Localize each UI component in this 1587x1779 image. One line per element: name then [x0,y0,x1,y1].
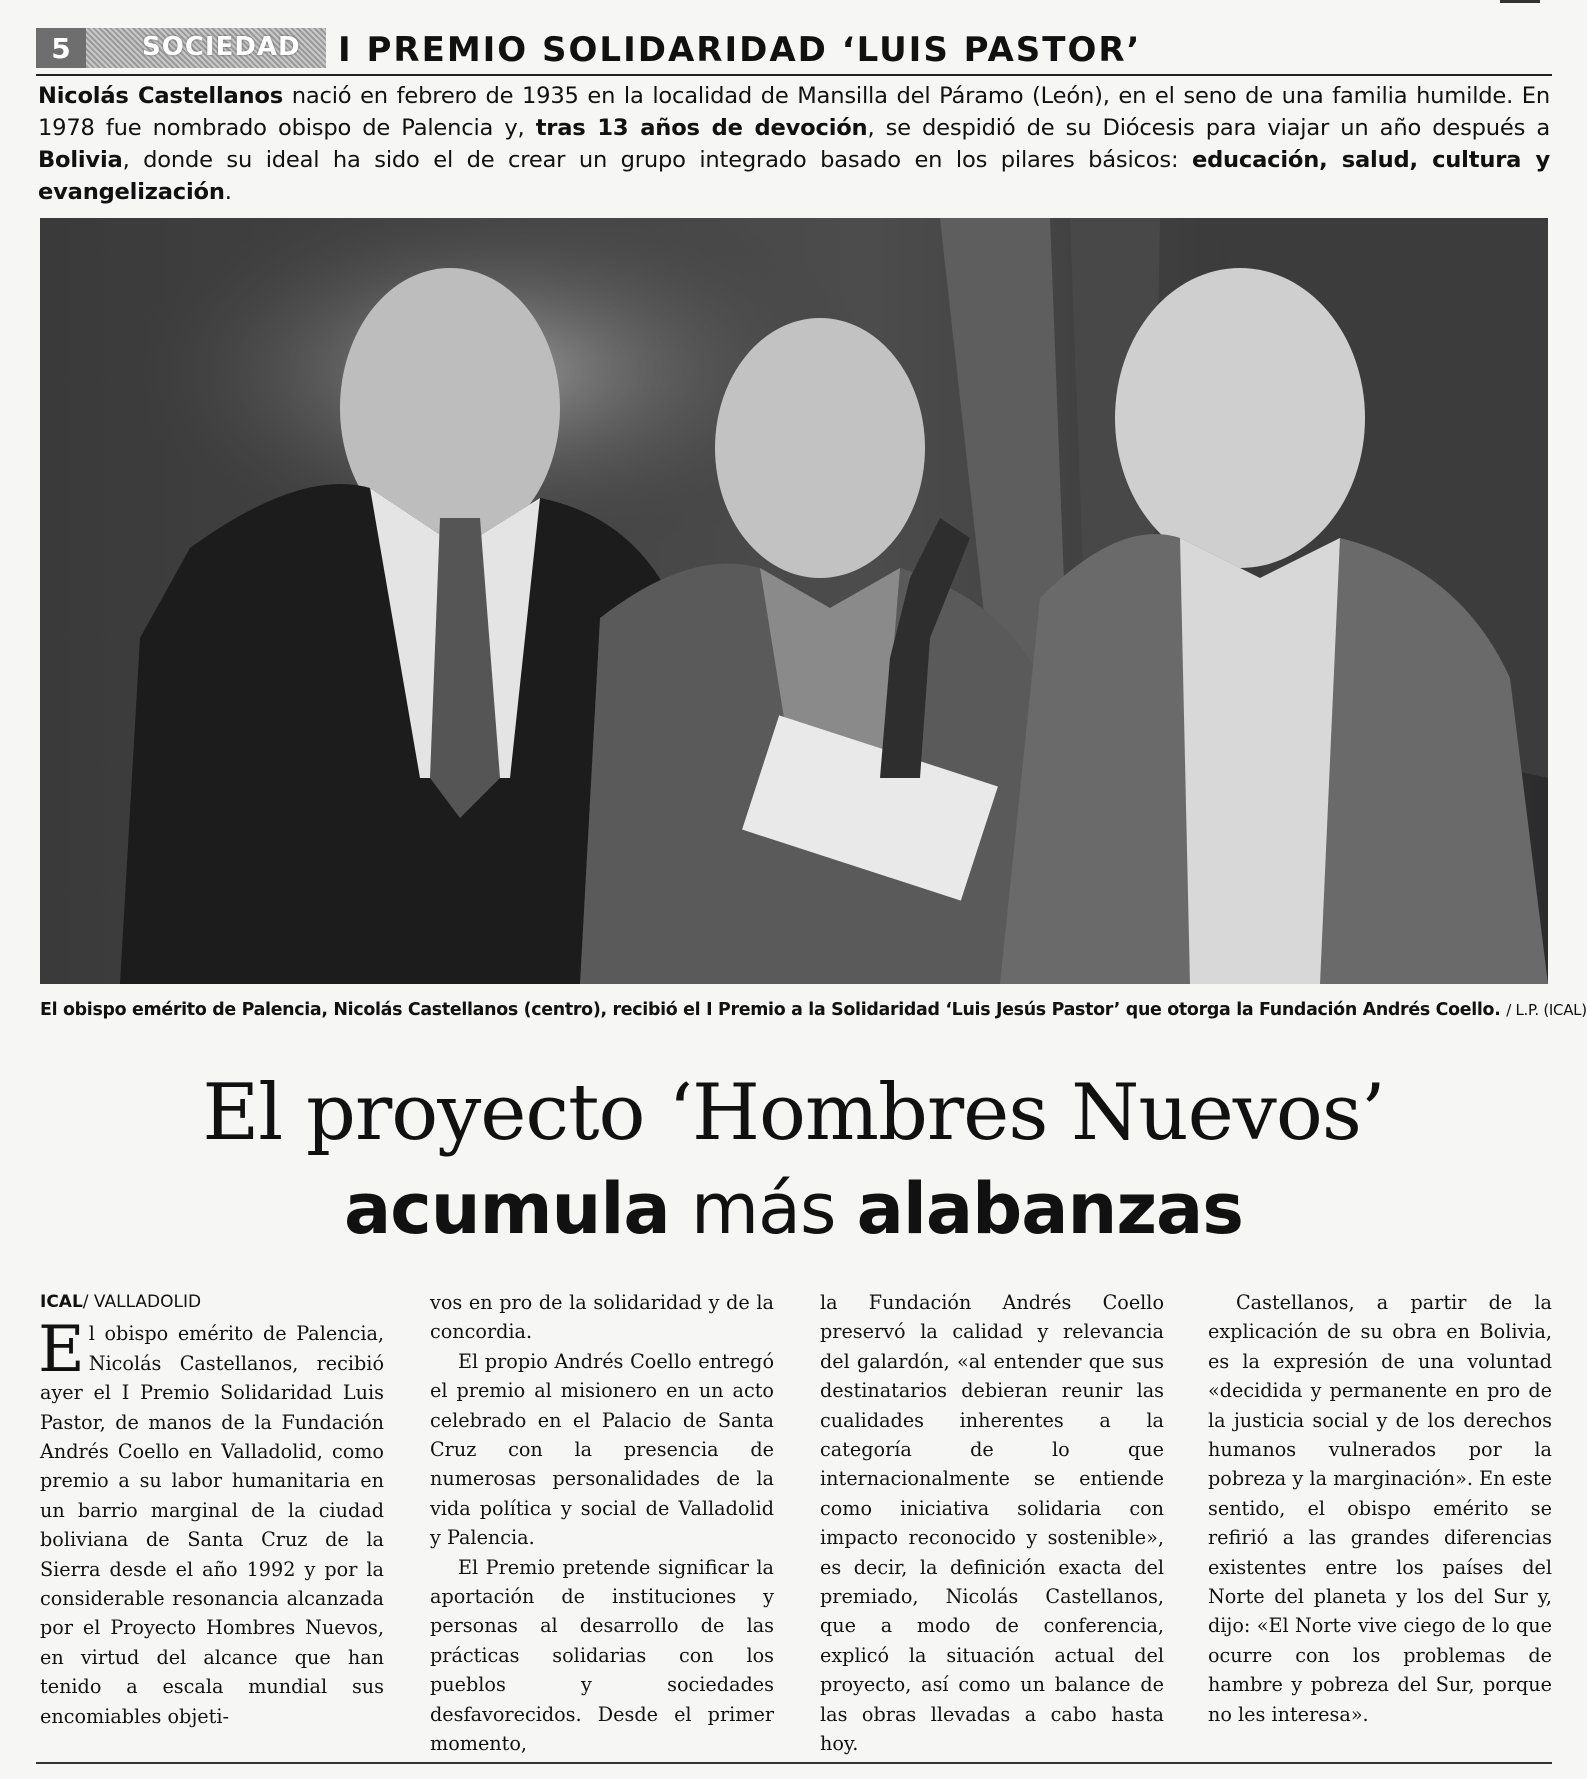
photo-credit: / L.P. (ICAL) [1506,1001,1587,1019]
intro-paragraph: Nicolás Castellanos nació en febrero de 1935 en la localidad de Mansilla del Páramo (León), en el seno de una familia humilde. En 1978 fue nombrado obispo de Palencia y, tras 13 años de devoción, se despidió de su Diócesis para viajar un año después a Bolivia, donde su ideal ha sido el de crear un grupo integrado basado en los pilares básicos: educación, salud, cultura y evangelización. [38,83,1550,205]
article-column-1 [40,1288,384,1731]
article-body [38,1288,1552,1756]
headline-line1: El proyecto ‘Hombres Nuevos’ [202,1068,1385,1158]
headline-line2: acumula más alabanzas [344,1168,1243,1250]
article-column-4 [1208,1288,1552,1729]
article-paragraph: El obispo emérito de Palencia, Nicolás Castellanos, recibió ayer el I Premio Solidaridad Luis Pastor, de manos de la Fundación Andrés Coello en Valladolid, como premio a su labor humanitaria en un barrio marginal de la ciudad boliviana de Santa Cruz de la Sierra desde el año 1992 y por la considerable resonancia alcanzada por el Proyecto Hombres Nuevos, en virtud del alcance que han tenido a escala mundial sus encomiables objeti- [38,1313,384,1728]
article-paragraph: El propio Andrés Coello entregó el premio al misionero en un acto celebrado en el Palacio de Santa Cruz con la presencia de numerosas personalidades de la vida política y social de Valladolid y Palencia. [430,1349,774,1550]
news-photo [40,218,1548,984]
photo-caption: El obispo emérito de Palencia, Nicolás Castellanos (centro), recibió el I Premio a la Solidaridad ‘Luis Jesús Pastor’ que otorga la Fundación Andrés Coello. / L.P. (ICAL) [40,1000,1587,1020]
article-column-2 [430,1288,774,1759]
page-number: 5 [36,28,86,68]
section-bar [36,28,326,68]
article-paragraph: vos en pro de la solidaridad y de la concordia. [430,1291,774,1344]
corner-rule [1500,0,1540,3]
section-label: SOCIEDAD [142,32,301,62]
dropcap: E [38,1313,85,1388]
header-rule [36,74,1552,76]
article-paragraph: Castellanos, a partir de la explicación de su obra en Bolivia, es la expresión de una voluntad «decidida y permanente en pro de la justicia social y de los derechos humanos vulnerados por la pobreza y la marginación». En este sentido, el obispo emérito se refirió a las grandes diferencias existentes entre los países del Norte del planeta y los del Sur y, dijo: «El Norte vive ciego de lo que ocurre con los problemas de hambre y pobreza del Sur, porque no les interesa». [1208,1291,1552,1726]
footer-rule [36,1762,1552,1764]
article-column-3 [820,1288,1164,1759]
byline: ICAL/ VALLADOLID [40,1292,202,1312]
article-paragraph: la Fundación Andrés Coello preservó la calidad y relevancia del galardón, «al entender que sus destinatarios debieran reunir las cualidades inherentes a la categoría de lo que internacionalmente se entiende como iniciativa solidaria con impacto reconocido y sostenible», es decir, la definición exacta del premiado, Nicolás Castellanos, que a modo de conferencia, explicó la situación actual del proyecto, así como un balance de las obras llevadas a cabo hasta hoy. [820,1291,1164,1756]
article-paragraph: El Premio pretende significar la aportación de instituciones y personas al desarrollo de las prácticas solidarias con los pueblos y sociedades desfavorecidos. Desde el primer momento, [430,1555,774,1756]
section-title: I PREMIO SOLIDARIDAD ‘LUIS PASTOR’ [338,30,1142,70]
